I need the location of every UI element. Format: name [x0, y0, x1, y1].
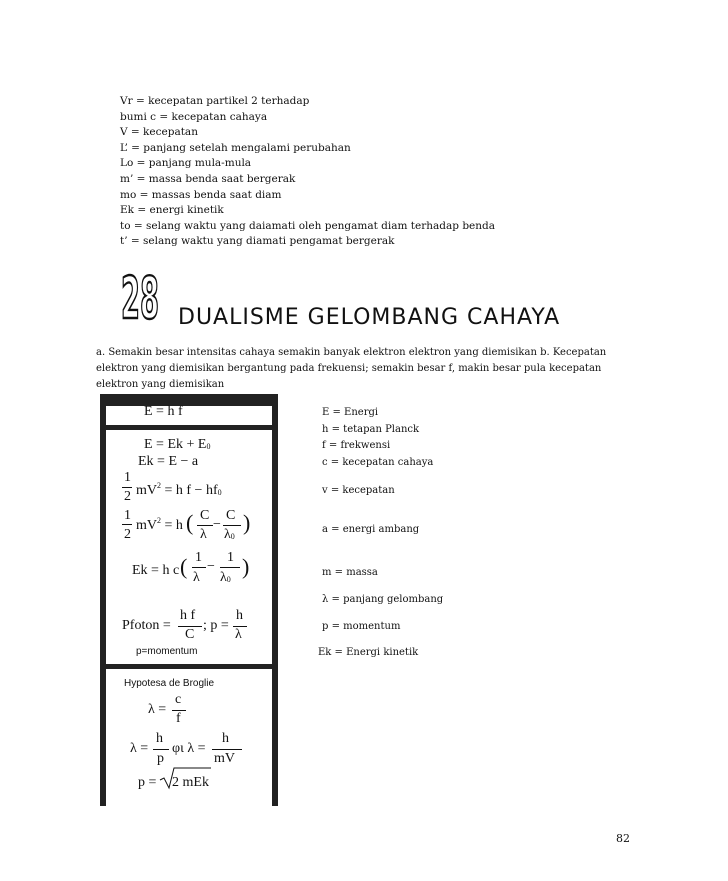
fraction-denominator: p [157, 751, 164, 766]
fraction-denominator: f [176, 711, 181, 726]
bracket-right: ) [243, 510, 251, 535]
formula-text: 2 mEk [172, 775, 209, 790]
fraction-numerator: h [156, 731, 163, 746]
chapter-title: DUALISME GELOMBANG CAHAYA [178, 305, 561, 330]
superscript: 2 [157, 481, 161, 490]
minus-sign: − [207, 559, 215, 574]
formula-photon-momentum: Pfoton = [122, 618, 171, 633]
chapter-number: 28 [121, 264, 159, 332]
definition-line: Vr = kecepatan partikel 2 terhadap [120, 95, 310, 107]
formula-photoelectric [136, 481, 222, 499]
intro-paragraph: a. Semakin besar intensitas cahaya semakin banyak elektron elektron yang diemisikan b. Kecepatan elektron yang diemisikan bergantung pada frekuensi; semakin besar f, makin besar pula kecepatan elektron yang diemisikan [96, 347, 607, 390]
definition-line: Lo = panjang mula-mula [120, 157, 252, 170]
formula-text: φι λ = [172, 741, 206, 756]
subscript: 0 [206, 442, 211, 451]
label-planck: h = tetapan Planck [322, 424, 420, 435]
definition-line: mo = massas benda saat diam [120, 188, 282, 201]
formula-text: = h f − hf [164, 483, 218, 498]
fraction-numerator: h f [180, 608, 196, 623]
fraction-numerator: h [222, 731, 229, 746]
formula-text: E = Ek + E [144, 437, 207, 452]
formula-momentum: p = [138, 775, 157, 790]
subscript: 0 [226, 575, 231, 584]
bracket-left: ( [180, 554, 188, 579]
formula-photoelectric-lambda [136, 516, 183, 534]
definitions-list [120, 95, 495, 251]
formula-text: ; p = [203, 618, 229, 633]
definition-line: V = kecepatan [120, 126, 198, 139]
formula-kinetic-lambda: Ek = h c [132, 563, 180, 578]
fraction-numerator: h [236, 608, 243, 623]
formula-energy: E = h f [144, 404, 183, 419]
bracket-right: ) [242, 554, 250, 579]
label-velocity: v = kecepatan [322, 485, 395, 496]
formula-de-broglie: λ = [130, 741, 149, 756]
formula-total-energy [144, 437, 210, 453]
subscript: 0 [230, 532, 235, 541]
fraction-numerator: C [200, 508, 210, 523]
definition-line: m’ = massa benda saat bergerak [120, 172, 296, 185]
fraction-denominator: λ [235, 627, 242, 642]
fraction-numerator: 1 [195, 550, 202, 565]
frame-divider [106, 664, 272, 669]
hypotesa-heading: Hypotesa de Broglie [124, 678, 215, 689]
frame-divider [106, 425, 272, 430]
fraction-denominator: λ [200, 527, 207, 542]
page-number: 82 [616, 832, 630, 845]
momentum-note: p=momentum [136, 646, 198, 657]
fraction-bar [153, 749, 169, 750]
chapter-number-badge [120, 258, 160, 332]
fraction-denominator: 2 [124, 489, 131, 504]
superscript: 2 [157, 516, 161, 525]
fraction-denominator: C [185, 627, 195, 642]
formula-text: λ [224, 527, 231, 542]
definition-line: bumi c = kecepatan cahaya [120, 110, 268, 123]
label-momentum: p = momentum [322, 621, 401, 632]
fraction-bar [212, 749, 242, 750]
fraction-numerator: 1 [227, 550, 234, 565]
fraction-bar [197, 525, 213, 526]
label-kinetic-energy: Ek = Energi kinetik [318, 647, 419, 658]
subscript: 0 [217, 488, 222, 497]
fraction-bar [122, 524, 132, 525]
definition-line: L’ = panjang setelah mengalami perubahan [120, 141, 351, 154]
formula-text: mV [136, 518, 157, 533]
formula-wavelength: λ = [148, 702, 167, 717]
definition-line: Ek = energi kinetik [120, 204, 224, 217]
label-energy: E = Energi [322, 407, 379, 418]
fraction-numerator: c [175, 692, 182, 707]
fraction-numerator: 1 [124, 470, 131, 485]
bracket-left: ( [186, 510, 194, 535]
label-work-function: a = energi ambang [322, 524, 420, 535]
fraction-denominator [224, 527, 235, 543]
label-wavelength: λ = panjang gelombang [322, 594, 444, 605]
fraction-denominator [220, 570, 231, 586]
formula-text: = h [164, 518, 183, 533]
fraction-bar [122, 487, 132, 488]
formula-text: mV [136, 483, 157, 498]
fraction-bar [192, 567, 206, 568]
fraction-numerator: 1 [124, 508, 131, 523]
fraction-bar [220, 567, 240, 568]
label-mass: m = massa [322, 567, 378, 578]
fraction-denominator: λ [193, 570, 200, 585]
definition-line: to = selang waktu yang daiamati oleh pengamat diam terhadap benda [120, 219, 496, 232]
minus-sign: − [213, 517, 221, 532]
fraction-denominator: 2 [124, 527, 131, 542]
formula-text: λ [220, 570, 227, 585]
definition-line: t’ = selang waktu yang diamati pengamat bergerak [120, 235, 395, 248]
formula-kinetic: Ek = E − a [138, 454, 199, 469]
fraction-bar [223, 525, 241, 526]
label-light-speed: c = kecepatan cahaya [322, 457, 434, 468]
label-frequency: f = frekwensi [322, 440, 391, 451]
fraction-numerator: C [226, 508, 236, 523]
fraction-denominator: mV [214, 751, 235, 766]
